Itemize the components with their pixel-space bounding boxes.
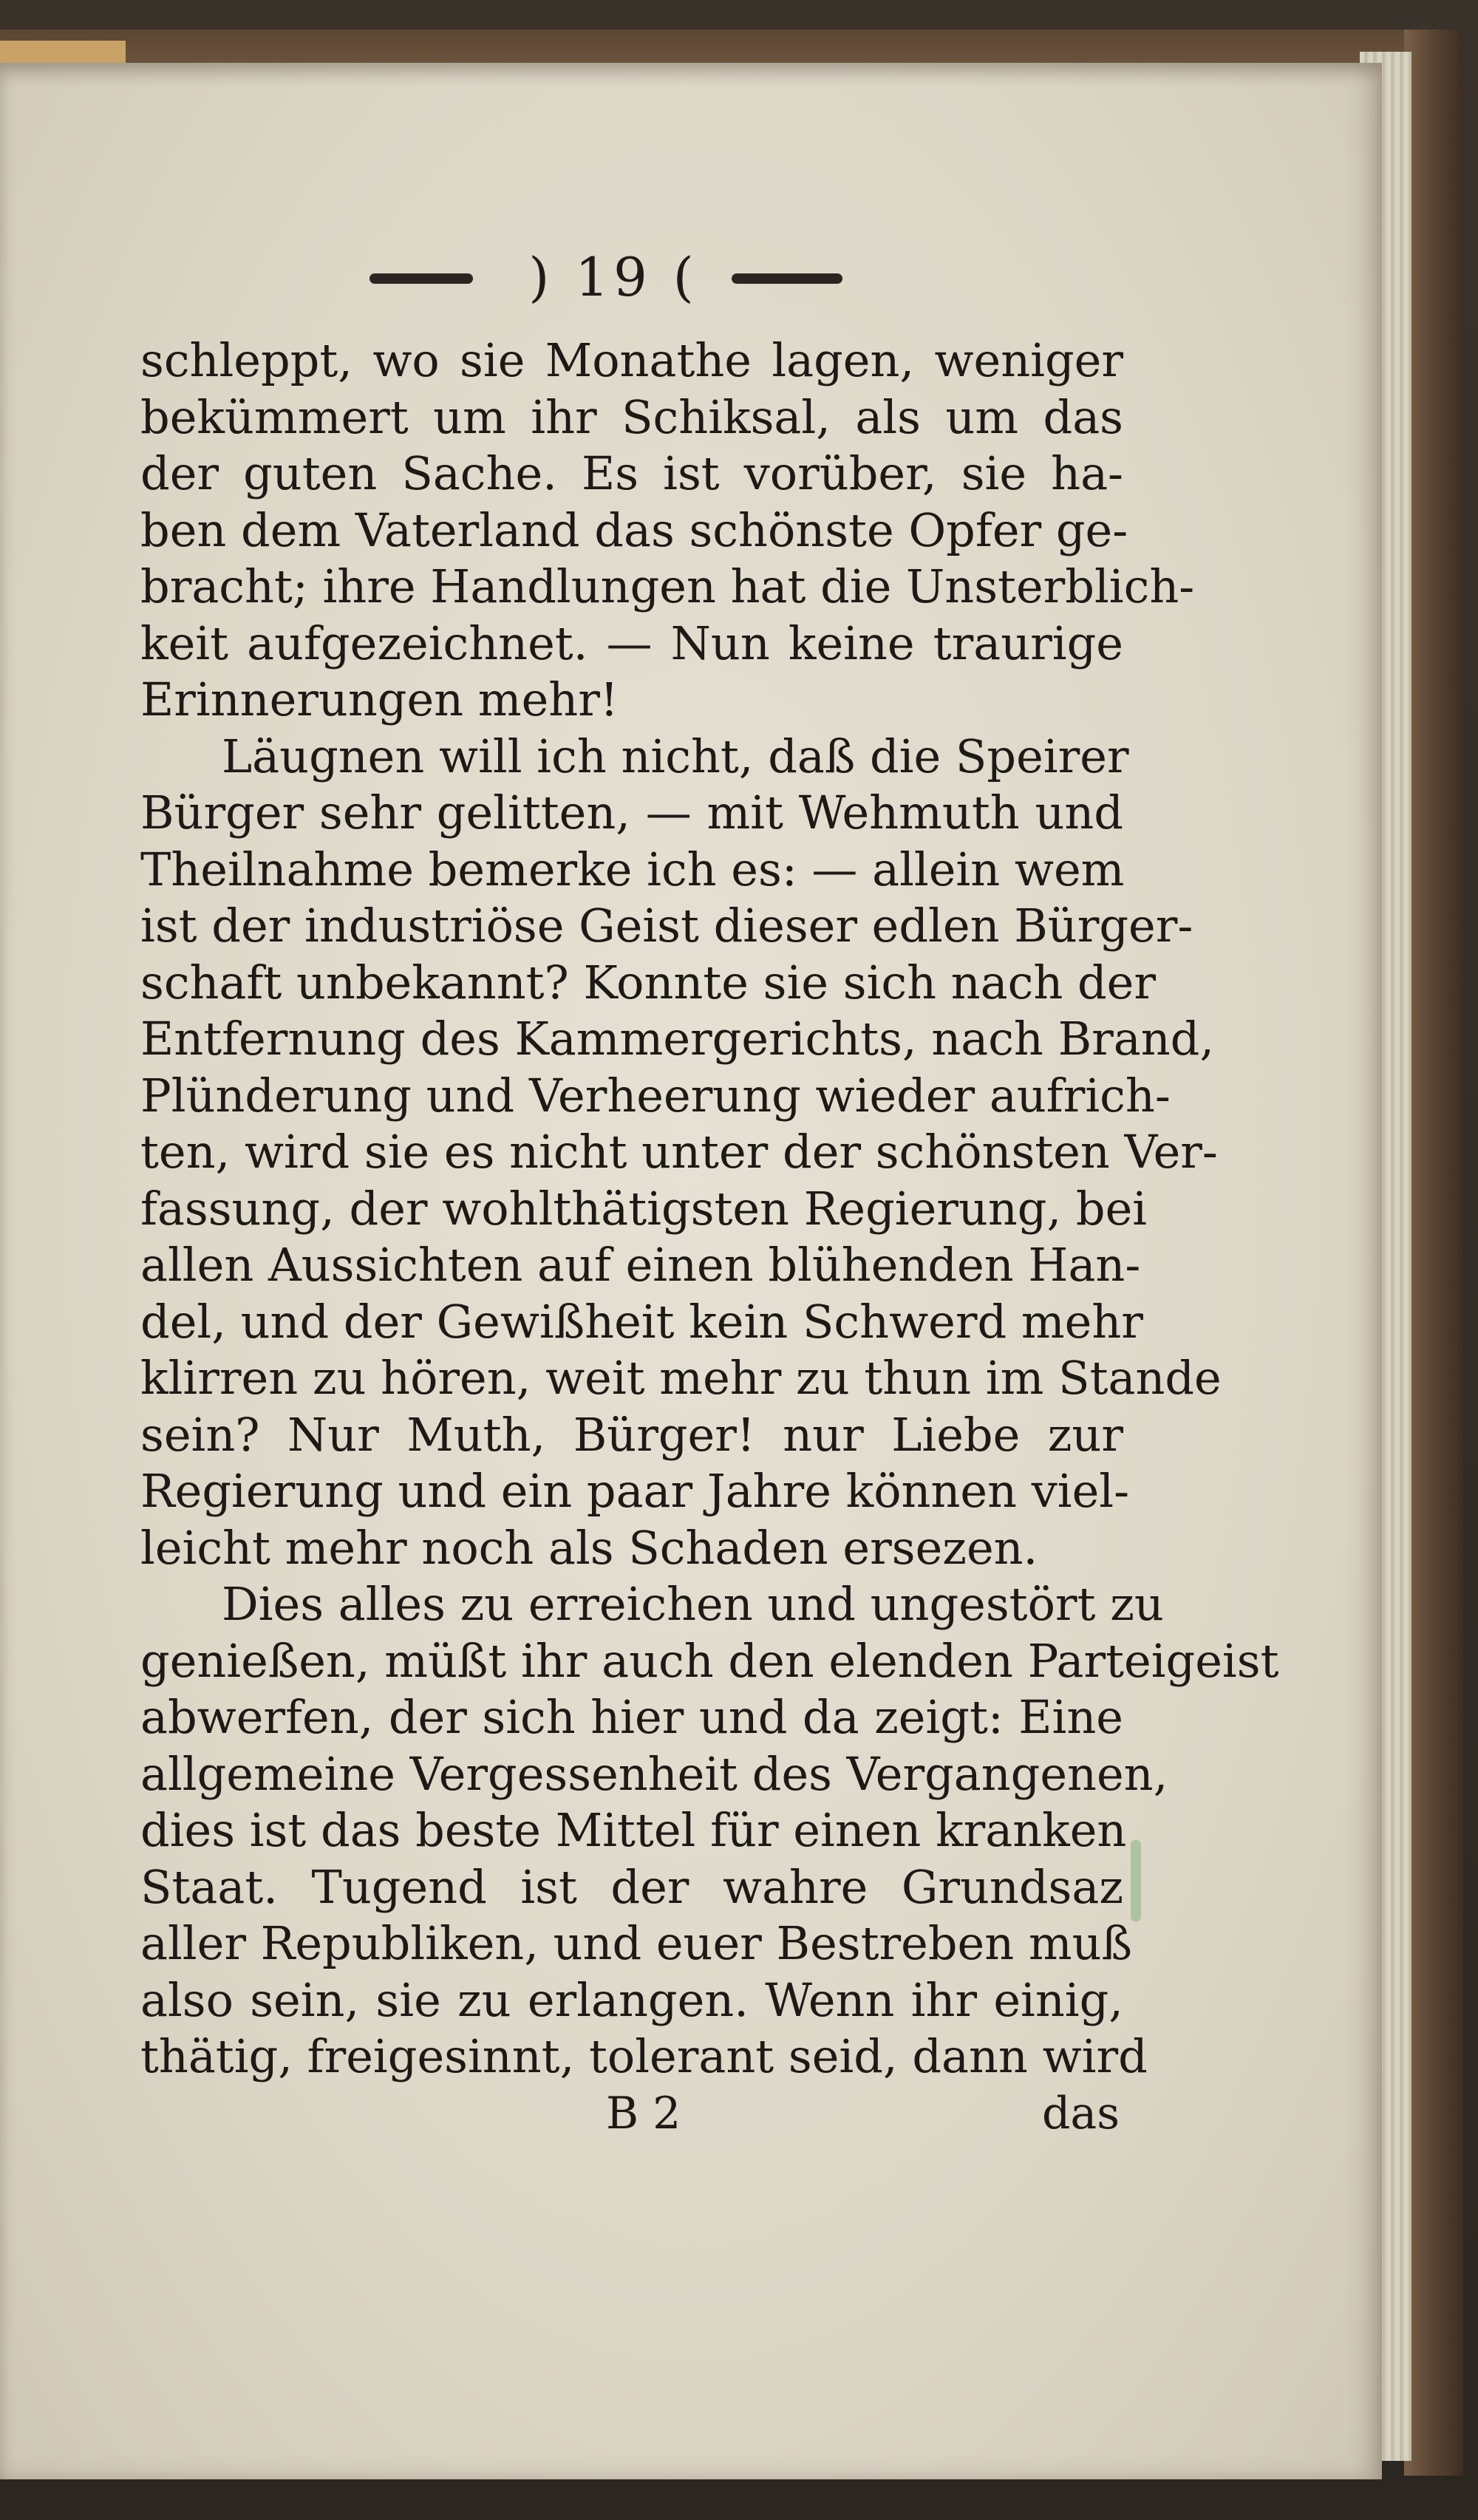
page-number: ) 19 ( bbox=[528, 246, 698, 308]
text-line: del, und der Gewißheit kein Schwerd mehr bbox=[140, 1294, 1143, 1349]
text-line: leicht mehr noch als Schaden ersezen. bbox=[140, 1520, 1038, 1575]
text-line: allen Aussichten auf einen blühenden Han- bbox=[140, 1238, 1141, 1292]
text-line: Bürger sehr gelitten, — mit Wehmuth und bbox=[140, 786, 1123, 840]
header-rule-right bbox=[732, 273, 842, 284]
text-line: ist der industriöse Geist dieser edlen Bürger- bbox=[140, 899, 1193, 953]
text-line: Dies alles zu erreichen und ungestört zu bbox=[222, 1577, 1164, 1631]
text-line: bekümmert um ihr Schiksal, als um das bbox=[140, 389, 1123, 444]
text-line: Erinnerungen mehr! bbox=[140, 672, 619, 726]
text-line: Entfernung des Kammergerichts, nach Brand, bbox=[140, 1012, 1215, 1066]
text-line: abwerfen, der sich hier und da zeigt: Eine bbox=[140, 1690, 1123, 1744]
text-line: Staat. Tugend ist der wahre Grundsaz bbox=[140, 1859, 1123, 1914]
text-line: fassung, der wohlthätigsten Regierung, bei bbox=[140, 1181, 1148, 1236]
text-line: schaft unbekannt? Konnte sie sich nach der bbox=[140, 955, 1156, 1009]
text-line: Theilnahme bemerke ich es: — allein wem bbox=[140, 842, 1125, 896]
text-line: allgemeine Vergessenheit des Vergangenen, bbox=[140, 1746, 1168, 1801]
text-line: also sein, sie zu erlangen. Wenn ihr einig, bbox=[140, 1972, 1123, 2027]
text-line: bracht; ihre Handlungen hat die Unsterblich- bbox=[140, 559, 1195, 613]
page-header bbox=[355, 244, 865, 310]
header-rule-left bbox=[370, 273, 473, 284]
book-cover-right bbox=[1404, 30, 1463, 2476]
text-line: keit aufgezeichnet. — Nun keine traurige bbox=[140, 616, 1123, 670]
text-line: ben dem Vaterland das schönste Opfer ge- bbox=[140, 503, 1128, 557]
text-line: schleppt, wo sie Monathe lagen, weniger bbox=[140, 333, 1123, 387]
text-line: sein? Nur Muth, Bürger! nur Liebe zur bbox=[140, 1407, 1123, 1462]
text-line: Plünderung und Verheerung wieder aufrich- bbox=[140, 1068, 1171, 1123]
text-line: ten, wird sie es nicht unter der schönsten Ver- bbox=[140, 1125, 1218, 1179]
text-line: Läugnen will ich nicht, daß die Speirer bbox=[222, 729, 1129, 783]
catchword: das bbox=[1042, 2088, 1120, 2139]
text-line: thätig, freigesinnt, tolerant seid, dann wird bbox=[140, 2029, 1148, 2083]
margin-stain bbox=[1131, 1840, 1141, 1921]
text-line: klirren zu hören, weit mehr zu thun im Stande bbox=[140, 1351, 1222, 1405]
text-line: genießen, müßt ihr auch den elenden Parteigeist bbox=[140, 1633, 1279, 1688]
text-line: Regierung und ein paar Jahre können viel- bbox=[140, 1464, 1130, 1518]
text-line: dies ist das beste Mittel für einen kranken bbox=[140, 1803, 1127, 1857]
text-line: aller Republiken, und euer Bestreben muß bbox=[140, 1916, 1132, 1970]
signature-mark: B 2 bbox=[606, 2088, 681, 2139]
text-line: der guten Sache. Es ist vorüber, sie ha- bbox=[140, 446, 1123, 500]
body-text bbox=[140, 333, 1279, 2085]
